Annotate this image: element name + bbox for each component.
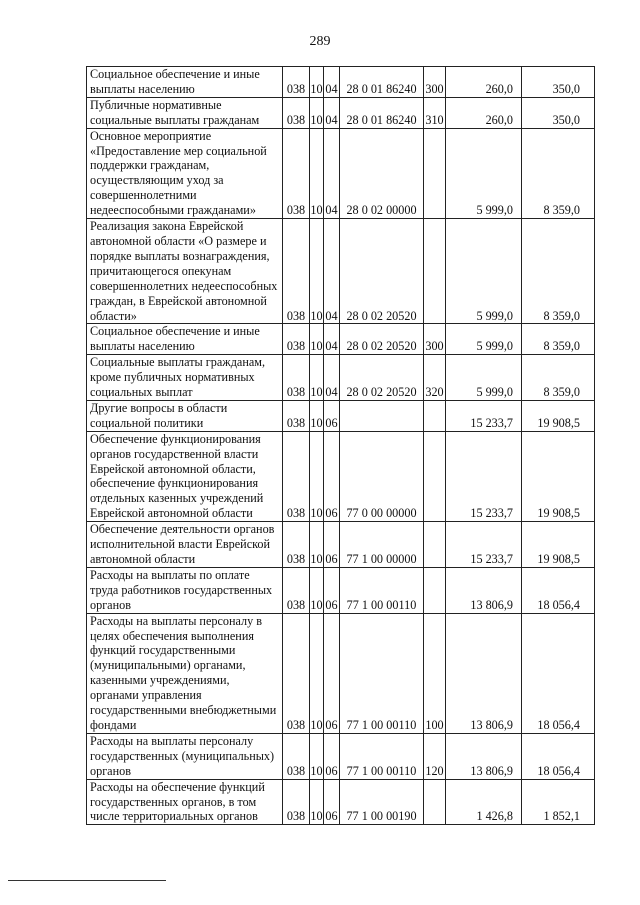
- expense-type-code: [424, 779, 446, 825]
- target-code: 77 0 00 00000: [340, 431, 424, 521]
- amount-year-2: 18 056,4: [522, 567, 595, 613]
- amount-year-2: 8 359,0: [522, 355, 595, 401]
- section-code: 10: [310, 324, 324, 355]
- amount-year-1: 13 806,9: [446, 567, 522, 613]
- table-row: [87, 431, 595, 521]
- amount-year-1: 5 999,0: [446, 355, 522, 401]
- subsection-code: 04: [324, 97, 340, 128]
- target-code: 77 1 00 00000: [340, 522, 424, 568]
- table-row: [87, 67, 595, 98]
- amount-year-1: 5 999,0: [446, 219, 522, 324]
- row-name: Социальное обеспечение и иные выплаты населению: [87, 67, 283, 98]
- amount-year-1: 5 999,0: [446, 128, 522, 218]
- ministry-code: 038: [283, 324, 310, 355]
- section-code: 10: [310, 567, 324, 613]
- budget-table-body: [87, 67, 595, 825]
- table-row: [87, 522, 595, 568]
- subsection-code: 04: [324, 128, 340, 218]
- expense-type-code: [424, 522, 446, 568]
- row-name: Расходы на выплаты персоналу государственных (муниципальных) органов: [87, 733, 283, 779]
- expense-type-code: 100: [424, 613, 446, 733]
- subsection-code: 04: [324, 219, 340, 324]
- amount-year-2: 18 056,4: [522, 613, 595, 733]
- section-code: 10: [310, 400, 324, 431]
- subsection-code: 06: [324, 400, 340, 431]
- table-row: [87, 355, 595, 401]
- row-name: Публичные нормативные социальные выплаты гражданам: [87, 97, 283, 128]
- amount-year-2: 19 908,5: [522, 431, 595, 521]
- target-code: 28 0 01 86240: [340, 67, 424, 98]
- amount-year-2: 350,0: [522, 97, 595, 128]
- ministry-code: 038: [283, 779, 310, 825]
- amount-year-1: 13 806,9: [446, 613, 522, 733]
- amount-year-1: 1 426,8: [446, 779, 522, 825]
- section-code: 10: [310, 733, 324, 779]
- table-row: [87, 97, 595, 128]
- table-row: [87, 128, 595, 218]
- subsection-code: 06: [324, 613, 340, 733]
- section-code: 10: [310, 67, 324, 98]
- amount-year-1: 15 233,7: [446, 400, 522, 431]
- target-code: 77 1 00 00190: [340, 779, 424, 825]
- ministry-code: 038: [283, 400, 310, 431]
- table-row: [87, 219, 595, 324]
- amount-year-1: 5 999,0: [446, 324, 522, 355]
- expense-type-code: [424, 400, 446, 431]
- amount-year-2: 350,0: [522, 67, 595, 98]
- ministry-code: 038: [283, 613, 310, 733]
- section-code: 10: [310, 522, 324, 568]
- subsection-code: 04: [324, 324, 340, 355]
- target-code: 28 0 02 20520: [340, 324, 424, 355]
- row-name: Другие вопросы в области социальной политики: [87, 400, 283, 431]
- expense-type-code: [424, 567, 446, 613]
- table-row: [87, 613, 595, 733]
- section-code: 10: [310, 431, 324, 521]
- target-code: 28 0 02 00000: [340, 128, 424, 218]
- page-number: 289: [309, 34, 331, 49]
- subsection-code: 06: [324, 431, 340, 521]
- subsection-code: 06: [324, 779, 340, 825]
- amount-year-1: 15 233,7: [446, 431, 522, 521]
- ministry-code: 038: [283, 733, 310, 779]
- row-name: Расходы на выплаты по оплате труда работников государственных органов: [87, 567, 283, 613]
- subsection-code: 06: [324, 733, 340, 779]
- expense-type-code: 310: [424, 97, 446, 128]
- ministry-code: 038: [283, 355, 310, 401]
- row-name: Обеспечение деятельности органов исполнительной власти Еврейской автономной области: [87, 522, 283, 568]
- section-code: 10: [310, 219, 324, 324]
- target-code: 28 0 02 20520: [340, 355, 424, 401]
- amount-year-2: 8 359,0: [522, 219, 595, 324]
- section-code: 10: [310, 97, 324, 128]
- section-code: 10: [310, 779, 324, 825]
- target-code: 77 1 00 00110: [340, 733, 424, 779]
- subsection-code: 04: [324, 355, 340, 401]
- table-row: [87, 400, 595, 431]
- row-name: Социальное обеспечение и иные выплаты населению: [87, 324, 283, 355]
- amount-year-1: 260,0: [446, 67, 522, 98]
- amount-year-1: 260,0: [446, 97, 522, 128]
- row-name: Социальные выплаты гражданам, кроме публичных нормативных социальных выплат: [87, 355, 283, 401]
- section-code: 10: [310, 128, 324, 218]
- ministry-code: 038: [283, 128, 310, 218]
- amount-year-2: 18 056,4: [522, 733, 595, 779]
- amount-year-2: 19 908,5: [522, 400, 595, 431]
- subsection-code: 06: [324, 567, 340, 613]
- amount-year-2: 19 908,5: [522, 522, 595, 568]
- ministry-code: 038: [283, 219, 310, 324]
- expense-type-code: 320: [424, 355, 446, 401]
- target-code: 77 1 00 00110: [340, 613, 424, 733]
- expense-type-code: [424, 128, 446, 218]
- target-code: 28 0 02 20520: [340, 219, 424, 324]
- table-row: [87, 733, 595, 779]
- ministry-code: 038: [283, 567, 310, 613]
- budget-table: [86, 66, 595, 825]
- ministry-code: 038: [283, 67, 310, 98]
- subsection-code: 06: [324, 522, 340, 568]
- target-code: 28 0 01 86240: [340, 97, 424, 128]
- row-name: Реализация закона Еврейской автономной области «О размере и порядке выплаты вознаграждения, причитающегося опекунам совершеннолетних недееспособных граждан, в Еврейской автономной области»: [87, 219, 283, 324]
- section-code: 10: [310, 613, 324, 733]
- ministry-code: 038: [283, 431, 310, 521]
- table-row: [87, 779, 595, 825]
- row-name: Расходы на выплаты персоналу в целях обеспечения выполнения функций государственными (муниципальными) органами, казенными учреждениями, органами управления государственными внебюджетными фондами: [87, 613, 283, 733]
- row-name: Обеспечение функционирования органов государственной власти Еврейской автономной области, обеспечение функционирования отдельных казенных учреждений Еврейской автономной области: [87, 431, 283, 521]
- amount-year-2: 1 852,1: [522, 779, 595, 825]
- section-code: 10: [310, 355, 324, 401]
- ministry-code: 038: [283, 522, 310, 568]
- expense-type-code: [424, 431, 446, 521]
- target-code: [340, 400, 424, 431]
- amount-year-1: 15 233,7: [446, 522, 522, 568]
- amount-year-1: 13 806,9: [446, 733, 522, 779]
- expense-type-code: [424, 219, 446, 324]
- footnote-separator: [8, 880, 166, 881]
- row-name: Расходы на обеспечение функций государственных органов, в том числе территориальных органов: [87, 779, 283, 825]
- table-row: [87, 567, 595, 613]
- table-row: [87, 324, 595, 355]
- amount-year-2: 8 359,0: [522, 324, 595, 355]
- ministry-code: 038: [283, 97, 310, 128]
- row-name: Основное мероприятие «Предоставление мер социальной поддержки гражданам, осуществляющим уход за совершеннолетними недееспособными гражданами»: [87, 128, 283, 218]
- expense-type-code: 300: [424, 67, 446, 98]
- expense-type-code: 300: [424, 324, 446, 355]
- expense-type-code: 120: [424, 733, 446, 779]
- subsection-code: 04: [324, 67, 340, 98]
- target-code: 77 1 00 00110: [340, 567, 424, 613]
- amount-year-2: 8 359,0: [522, 128, 595, 218]
